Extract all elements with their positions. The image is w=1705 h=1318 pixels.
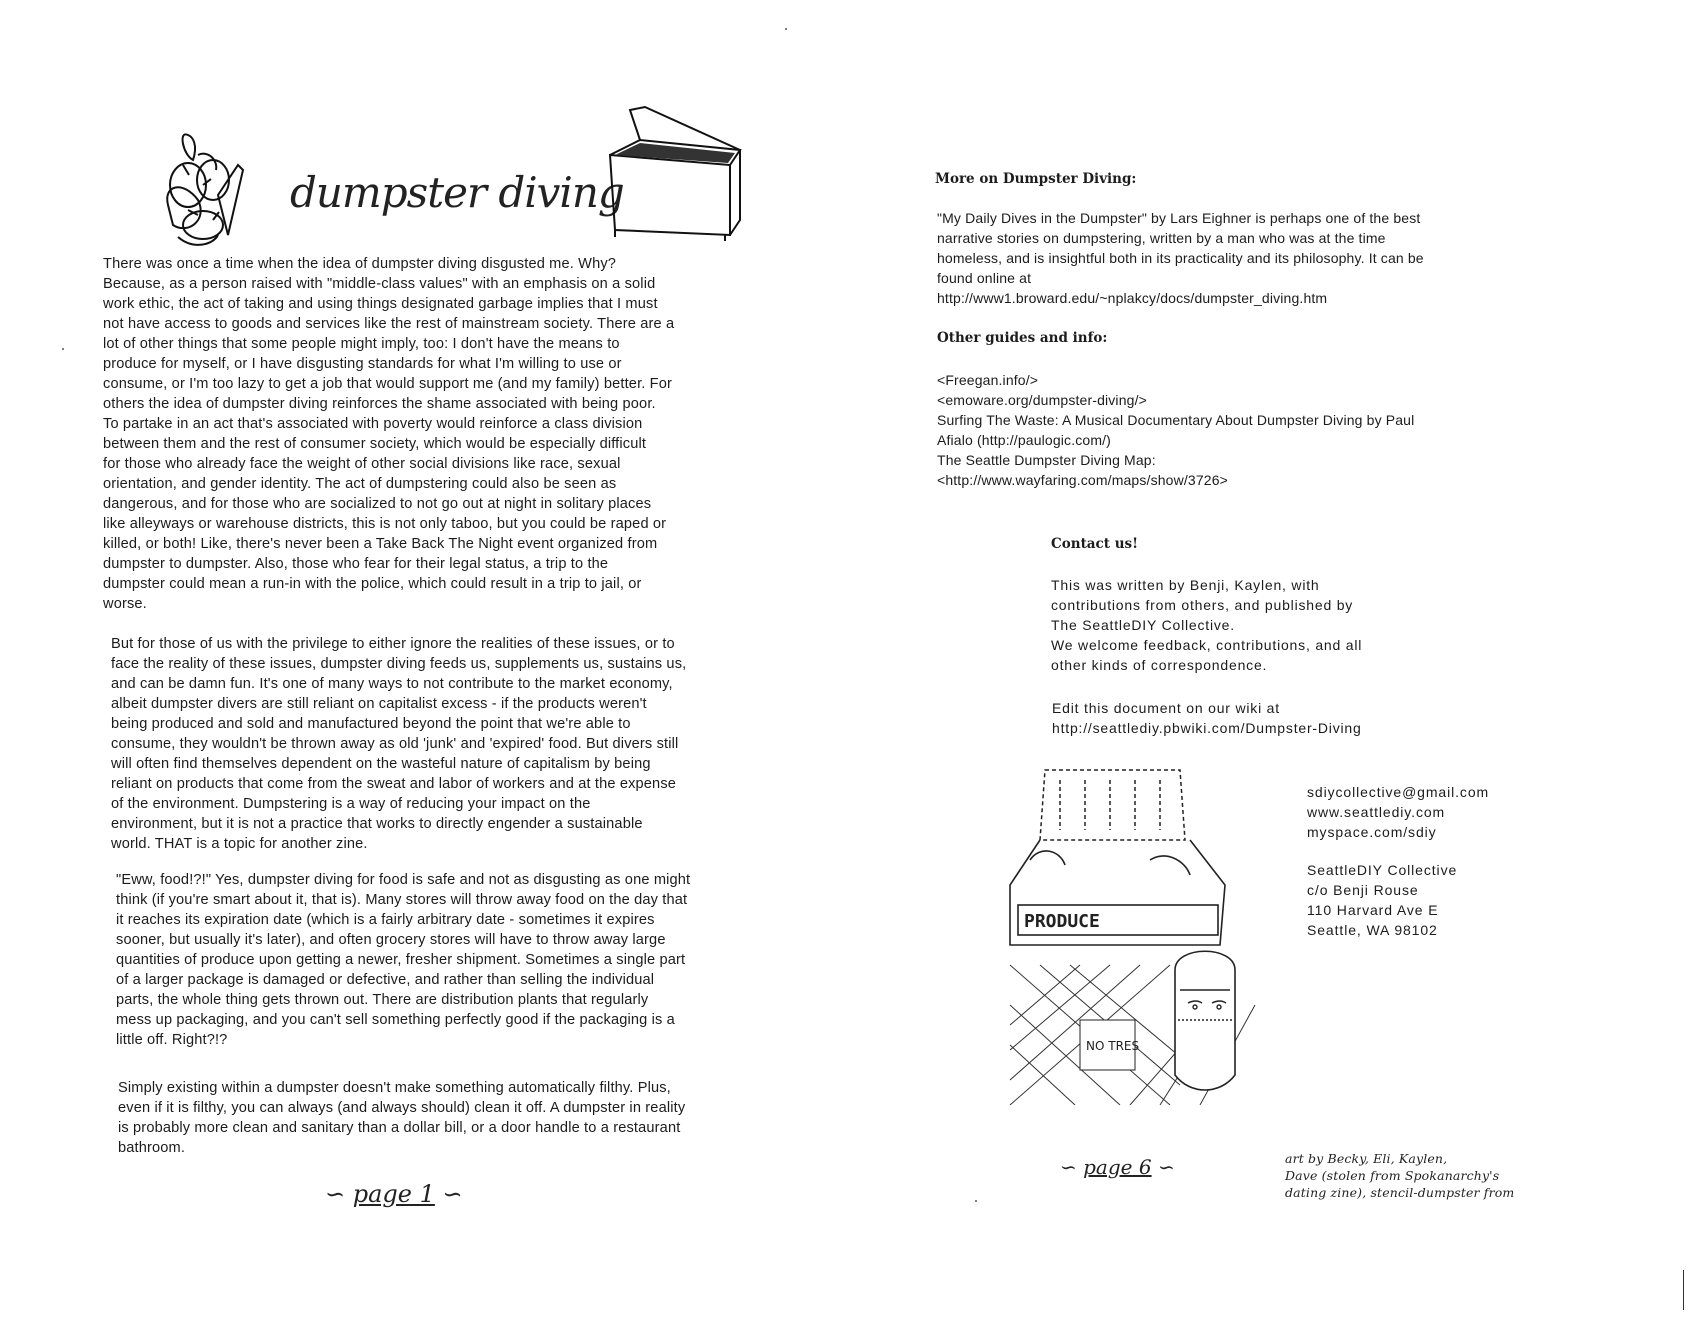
text-line: dating zine), stencil-dumpster from xyxy=(1285,1185,1515,1200)
scan-edge-line xyxy=(1683,1270,1684,1310)
text-line: lot of other things that some people might imply, too: I don't have the means to xyxy=(103,336,620,352)
text-line: not have access to goods and services like the rest of mainstream society. There are a xyxy=(103,316,675,332)
text-line: being produced and sold and manufactured beyond the point that we're able to xyxy=(111,716,631,732)
text-line: Dave (stolen from Spokanarchy's xyxy=(1285,1168,1500,1183)
text-line: <Freegan.info/> xyxy=(937,372,1039,388)
mailing-address xyxy=(1307,860,1457,940)
text-line: SeattleDIY Collective xyxy=(1307,862,1458,878)
text-line: for those who already face the weight of other social divisions like race, sexual xyxy=(103,456,621,472)
text-line: mess up packaging, and you can't sell something perfectly good if the packaging is a xyxy=(116,1012,675,1028)
more-heading: More on Dumpster Diving: xyxy=(935,171,1137,187)
contact-heading: Contact us! xyxy=(1051,536,1139,552)
text-line: dangerous, and for those who are socialized to not go out at night in solitary places xyxy=(103,496,652,512)
text-line: think (if you're smart about it, that is). Many stores will throw away food on the day that xyxy=(116,892,688,908)
guides-list xyxy=(937,370,1414,490)
text-line: little off. Right?!? xyxy=(116,1032,228,1048)
text-line: sooner, but usually it's later), and often grocery stores will have to throw away large xyxy=(116,932,666,948)
text-line: We welcome feedback, contributions, and all xyxy=(1051,637,1363,653)
text-line: Because, as a person raised with "middle-class values" with an emphasis on a solid xyxy=(103,276,656,292)
text-line: art by Becky, Eli, Kaylen, xyxy=(1285,1151,1448,1166)
paragraph-intro xyxy=(103,254,674,614)
flourish-icon: ∽ xyxy=(442,1180,463,1208)
text-line: is probably more clean and sanitary than a dollar bill, or a door handle to a restaurant xyxy=(118,1120,681,1136)
text-line: of the environment. Dumpstering is a way of reducing your impact on the xyxy=(111,796,591,812)
scan-speck xyxy=(785,28,787,30)
text-line: But for those of us with the privilege to either ignore the realities of these issues, or to xyxy=(111,636,675,652)
text-line: Surfing The Waste: A Musical Documentary About Dumpster Diving by Paul xyxy=(937,412,1415,428)
web-contacts xyxy=(1307,782,1489,842)
flourish-icon: ∽ xyxy=(1157,1155,1175,1179)
wiki-paragraph xyxy=(1052,698,1362,738)
text-line: <emoware.org/dumpster-diving/> xyxy=(937,392,1147,408)
illustration-sign: NO TRES xyxy=(1086,1039,1140,1053)
text-line: Edit this document on our wiki at xyxy=(1052,700,1280,716)
text-line: orientation, and gender identity. The act of dumpstering could also be seen as xyxy=(103,476,617,492)
text-line: "My Daily Dives in the Dumpster" by Lars Eighner is perhaps one of the best xyxy=(937,210,1421,226)
text-line: dumpster could mean a run-in with the police, which could result in a trip to jail, or xyxy=(103,576,642,592)
text-line: of a larger package is damaged or defective, and rather than selling the individual xyxy=(116,972,655,988)
scan-speck xyxy=(975,1200,977,1202)
paragraph-filthy xyxy=(118,1078,685,1158)
text-line: consume, they wouldn't be thrown away as old 'junk' and 'expired' food. But divers still xyxy=(111,736,679,752)
text-line: Afialo (http://paulogic.com/) xyxy=(937,432,1111,448)
text-line: narrative stories on dumpstering, written by a man who was at the time xyxy=(937,230,1386,246)
text-line: other kinds of correspondence. xyxy=(1051,657,1268,673)
text-line: found online at xyxy=(937,270,1032,286)
text-line: it reaches its expiration date (which is a fairly arbitrary date - sometimes it expires xyxy=(116,912,655,928)
page-number-left: ∽ page 1 ∽ xyxy=(325,1180,463,1208)
text-line: bathroom. xyxy=(118,1140,186,1156)
text-line: between them and the rest of consumer society, which would be especially difficult xyxy=(103,436,647,452)
art-credit xyxy=(1285,1150,1514,1201)
text-line: Simply existing within a dumpster doesn't make something automatically filthy. Plus, xyxy=(118,1080,671,1096)
page-number-right: ∽ page 6 ∽ xyxy=(1060,1155,1175,1179)
flourish-icon: ∽ xyxy=(1060,1155,1077,1179)
contact-paragraph xyxy=(1051,575,1362,675)
text-line: http://www1.broward.edu/~nplakcy/docs/dumpster_diving.htm xyxy=(937,290,1328,306)
text-line: c/o Benji Rouse xyxy=(1307,882,1419,898)
text-line: like alleyways or warehouse districts, this is not only taboo, but you could be raped or xyxy=(103,516,667,532)
text-line: homeless, and is insightful both in its practicality and its philosophy. It can be xyxy=(937,250,1424,266)
text-line: produce for myself, or I have disgusting standards for what I'm willing to use or xyxy=(103,356,622,372)
text-line: <http://www.wayfaring.com/maps/show/3726> xyxy=(937,472,1228,488)
flourish-icon: ∽ xyxy=(325,1180,346,1208)
paragraph-privilege xyxy=(111,634,686,854)
text-line: The SeattleDIY Collective. xyxy=(1051,617,1235,633)
text-line: killed, or both! Like, there's never been a Take Back The Night event organized from xyxy=(103,536,658,552)
text-line: "Eww, food!?!" Yes, dumpster diving for food is safe and not as disgusting as one might xyxy=(116,872,691,888)
text-line: environment, but it is not a practice that works to directly engender a sustainable xyxy=(111,816,643,832)
text-line: albeit dumpster divers are still reliant on capitalist excess - if the products weren't xyxy=(111,696,647,712)
text-line: www.seattlediy.com xyxy=(1307,804,1446,820)
text-line: There was once a time when the idea of dumpster diving disgusted me. Why? xyxy=(103,256,617,272)
text-line: dumpster to dumpster. Also, those who fear for their legal status, a trip to the xyxy=(103,556,609,572)
text-line: worse. xyxy=(103,596,147,612)
text-line: contributions from others, and published by xyxy=(1051,597,1354,613)
text-line: http://seattlediy.pbwiki.com/Dumpster-Diving xyxy=(1052,720,1362,736)
vegetables-drawing xyxy=(158,125,248,250)
text-line: others the idea of dumpster diving reinforces the shame associated with being poor. xyxy=(103,396,656,412)
text-line: consume, or I'm too lazy to get a job that would support me (and my family) better. For xyxy=(103,376,673,392)
dumpster-drawing xyxy=(600,105,750,245)
text-line: parts, the whole thing gets thrown out. There are distribution plants that regularly xyxy=(116,992,649,1008)
zine-title: dumpster diving xyxy=(290,168,624,217)
dumpster-illustration xyxy=(1000,765,1275,1105)
text-line: even if it is filthy, you can always (and always should) clean it off. A dumpster in reality xyxy=(118,1100,686,1116)
text-line: work ethic, the act of taking and using things designated garbage implies that I must xyxy=(103,296,658,312)
scan-speck xyxy=(62,348,64,350)
text-line: will often find themselves dependent on the wasteful nature of capitalism by being xyxy=(111,756,651,772)
text-line: quantities of produce upon getting a newer, fresher shipment. Sometimes a single part xyxy=(116,952,686,968)
text-line: sdiycollective@gmail.com xyxy=(1307,784,1490,800)
text-line: Seattle, WA 98102 xyxy=(1307,922,1438,938)
text-line: and can be damn fun. It's one of many ways to not contribute to the market economy, xyxy=(111,676,673,692)
text-line: This was written by Benji, Kaylen, with xyxy=(1051,577,1320,593)
text-line: To partake in an act that's associated with poverty would reinforce a class division xyxy=(103,416,643,432)
illustration-box-label: PRODUCE xyxy=(1024,911,1100,932)
text-line: reliant on products that come from the sweat and labor of workers and at the expense xyxy=(111,776,677,792)
more-paragraph xyxy=(937,208,1424,308)
text-line: myspace.com/sdiy xyxy=(1307,824,1437,840)
text-line: 110 Harvard Ave E xyxy=(1307,902,1439,918)
text-line: face the reality of these issues, dumpster diving feeds us, supplements us, sustains us, xyxy=(111,656,687,672)
guides-heading: Other guides and info: xyxy=(937,330,1108,346)
text-line: world. THAT is a topic for another zine. xyxy=(111,836,368,852)
paragraph-food xyxy=(116,870,690,1050)
text-line: The Seattle Dumpster Diving Map: xyxy=(937,452,1156,468)
